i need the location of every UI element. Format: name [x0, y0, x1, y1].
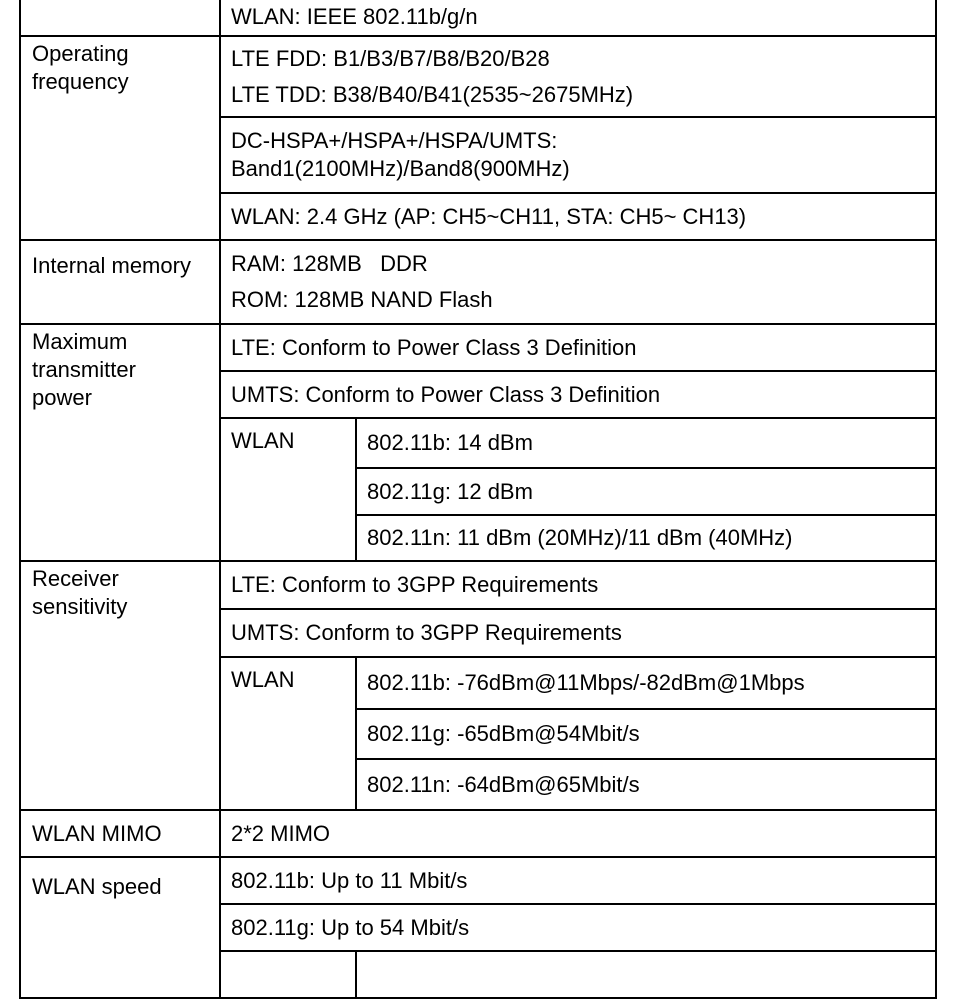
rx-sensitivity-label-line2: sensitivity: [32, 594, 128, 619]
internal-memory-label: Internal memory: [20, 240, 220, 324]
tx-power-label-line2: transmitter: [32, 357, 136, 382]
tx-power-wlan-label: WLAN: [220, 418, 356, 561]
wlan-mimo-value: 2*2 MIMO: [220, 810, 936, 857]
rx-sensitivity-label: [20, 561, 220, 810]
rx-sensitivity-lte-row: [20, 561, 936, 609]
wlan-speed-n: [356, 951, 936, 998]
tx-power-umts: UMTS: Conform to Power Class 3 Definition: [220, 371, 936, 418]
hspa-line2: Band1(2100MHz)/Band8(900MHz): [231, 156, 570, 181]
tx-power-wlan-b: 802.11b: 14 dBm: [356, 418, 936, 468]
wlan-standard-label-cell: [20, 0, 220, 36]
wlan-mimo-row: [20, 810, 936, 857]
tx-power-lte-row: [20, 324, 936, 371]
tx-power-label-line1: Maximum: [32, 329, 128, 354]
rx-sensitivity-label-line1: Receiver: [32, 566, 119, 591]
tx-power-wlan-g: 802.11g: 12 dBm: [356, 468, 936, 515]
internal-memory-value-cell: [220, 240, 936, 324]
internal-memory-row: [20, 240, 936, 324]
rx-sensitivity-wlan-g: 802.11g: -65dBm@54Mbit/s: [356, 709, 936, 759]
operating-frequency-lte-row: [20, 36, 936, 117]
rx-sensitivity-umts: UMTS: Conform to 3GPP Requirements: [220, 609, 936, 657]
operating-frequency-label-line1: Operating: [32, 41, 129, 66]
tx-power-label-line3: power: [32, 385, 92, 410]
rx-sensitivity-wlan-label: WLAN: [220, 657, 356, 810]
wlan-speed-b-row: [20, 857, 936, 904]
wlan-standard-value: WLAN: IEEE 802.11b/g/n: [220, 0, 936, 36]
operating-frequency-lte-cell: [220, 36, 936, 117]
operating-frequency-label-line2: frequency: [32, 69, 129, 94]
rx-sensitivity-wlan-b: 802.11b: -76dBm@11Mbps/-82dBm@1Mbps: [356, 657, 936, 709]
lte-fdd-bands: LTE FDD: B1/B3/B7/B8/B20/B28: [231, 45, 550, 71]
wlan-speed-g: 802.11g: Up to 54 Mbit/s: [220, 904, 936, 951]
wlan-mimo-label: WLAN MIMO: [20, 810, 220, 857]
spec-table: [19, 0, 937, 999]
wlan-speed-b: 802.11b: Up to 11 Mbit/s: [220, 857, 936, 904]
rom-spec: ROM: 128MB NAND Flash: [231, 287, 493, 312]
rx-sensitivity-wlan-n: 802.11n: -64dBm@65Mbit/s: [356, 759, 936, 810]
hspa-line1: DC-HSPA+/HSPA+/HSPA/UMTS:: [231, 128, 558, 153]
ram-spec: RAM: 128MB DDR: [231, 251, 428, 276]
operating-frequency-label: [20, 36, 220, 240]
tx-power-wlan-n: 802.11n: 11 dBm (20MHz)/11 dBm (40MHz): [356, 515, 936, 561]
wlan-speed-n-sub: [220, 951, 356, 998]
wlan-standard-row: [20, 0, 936, 36]
rx-sensitivity-lte: LTE: Conform to 3GPP Requirements: [220, 561, 936, 609]
operating-frequency-wlan: WLAN: 2.4 GHz (AP: CH5~CH11, STA: CH5~ CH13): [220, 193, 936, 240]
lte-tdd-bands: LTE TDD: B38/B40/B41(2535~2675MHz): [231, 81, 634, 107]
tx-power-label: [20, 324, 220, 561]
operating-frequency-hspa-cell: [220, 117, 936, 193]
wlan-speed-label: WLAN speed: [20, 857, 220, 998]
tx-power-lte: LTE: Conform to Power Class 3 Definition: [220, 324, 936, 371]
